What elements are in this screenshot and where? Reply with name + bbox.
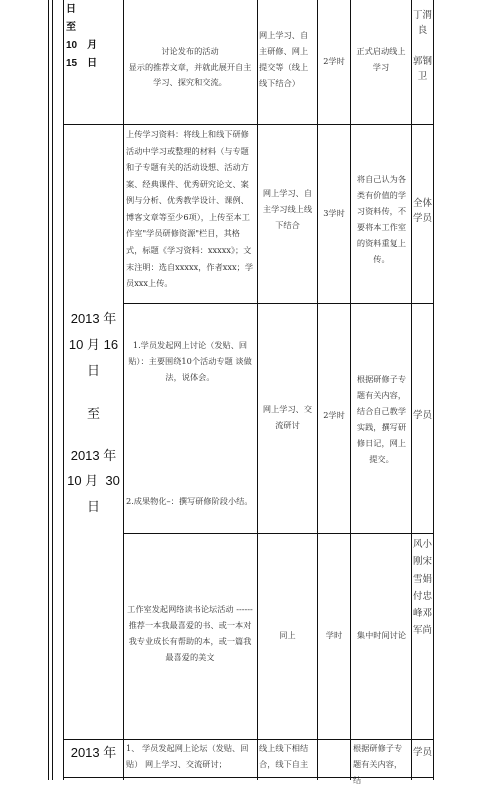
col-sep-people: [411, 0, 412, 780]
date-big-3: 日: [86, 363, 100, 378]
row4-req: 集中时间讨论: [356, 630, 407, 640]
row5-content: 1、 学员发起网上论坛（发贴、回贴） 网上学习、交流研讨；: [126, 743, 249, 769]
border-right: [433, 0, 434, 780]
row5-method: 线上线下相结合，线下自主: [259, 743, 309, 769]
row1-content: 讨论发布的活动 显示的推荐文章，并就此展开自主学习、探究和交流。: [128, 46, 252, 88]
row2-hours: 3学时: [323, 208, 345, 218]
row-sep-1: [63, 124, 434, 125]
row2-req: 将自己认为各类有价值的学习资料传，不要将本工作室的资料重复上传。: [356, 174, 407, 264]
row4-content: 工作室发起网络读书论坛活动 ------ 推荐一本我最喜爱的书、或一本对我专业成长有帮助的本，或一篇我最喜爱的美文: [127, 604, 253, 662]
row5-date: 2013 年: [70, 745, 117, 760]
row2-people: 全体学员: [413, 198, 433, 225]
row4-method: 同上: [279, 630, 296, 640]
col-sep-content: [123, 0, 124, 780]
row3-method: 网上学习、交流研讨: [262, 404, 313, 430]
row2-content: 上传学习资料：将线上和线下研修活动中学习或整理的材料（与专题和子专题有关的活动设想、活动方案、经典课件、优秀研究论文、案例与分析、优秀教学设计、课例、博客文章等至少6项），上传至本工作室"学员研修资源"栏目，其格式，标题《学习资料：xxxxx》；文末注明：选自xxxxx，作者xxx；学员xxx上传。: [126, 129, 254, 289]
date-big-7: 日: [86, 499, 100, 514]
row3-content-b: 2.成果物化–：撰写研修阶段小结。: [126, 496, 253, 506]
border-left-outer: [48, 0, 49, 780]
row5-req: 根据研修子专题有关内容，结: [353, 743, 403, 785]
date-line-4: 15 日: [66, 58, 98, 69]
row3-content-a: 1.学员发起网上讨论（发贴、回贴）：主要围绕10个活动专题 谈做法，说体会。: [128, 340, 252, 382]
row-sep-4: [63, 739, 434, 740]
col-sep-req: [350, 0, 351, 780]
col-sep-hours: [317, 0, 318, 780]
row1-method: 网上学习、自主研修、网上提交等（线上线下结合）: [259, 30, 309, 88]
col-sep-method: [257, 0, 258, 780]
row-sep-3: [123, 533, 434, 534]
date-big-5: 2013 年: [70, 448, 117, 463]
row4-hours: 学时: [325, 630, 343, 640]
row1-req: 正式启动线上学习: [356, 46, 406, 72]
row2-method: 网上学习、自主学习线上线下结合: [262, 188, 313, 230]
row-sep-2: [123, 303, 434, 304]
row4-people: 风小刚宋雪娟付忠峰邓军尚: [413, 539, 433, 637]
border-left-inner: [52, 0, 53, 780]
row3-req: 根据研修子专题有关内容，结合自己教学实践，撰写研修日记，网上提交。: [356, 374, 407, 464]
date-big-2: 10 月 16: [68, 337, 119, 352]
row5-people: 学员: [413, 747, 433, 758]
row3-people: 学员: [413, 410, 433, 421]
row1-people: 丁渭良 郭钢卫: [413, 10, 433, 82]
date-line-2: 至: [66, 22, 76, 33]
date-big-6: 10 月 30: [67, 473, 120, 488]
col-sep-date: [63, 0, 64, 780]
row1-hours: 2学时: [323, 56, 345, 66]
row3-hours: 2学时: [323, 410, 345, 420]
date-big-1: 2013 年: [70, 311, 117, 326]
date-big-4: 至: [86, 406, 100, 421]
date-line-3: 10 月: [66, 40, 98, 51]
date-line-1: 日: [66, 4, 76, 15]
